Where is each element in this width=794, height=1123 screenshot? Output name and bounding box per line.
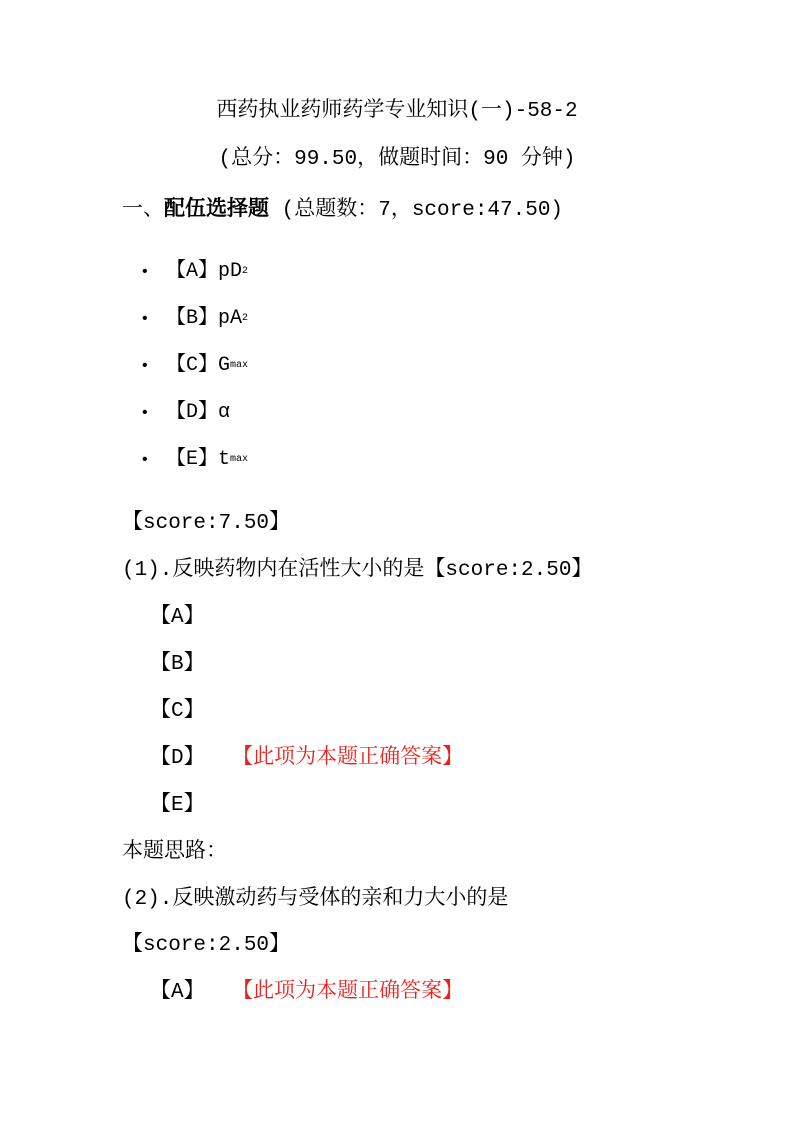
- bullet-icon: •: [140, 310, 150, 328]
- option-text: α: [218, 401, 231, 424]
- option-label: 【B】: [166, 307, 219, 330]
- explanation-label: 本题思路：: [122, 841, 227, 864]
- option-text: t: [218, 448, 231, 471]
- section-heading: [122, 192, 563, 227]
- option-subscript: 2: [242, 266, 249, 277]
- question-2-score: 【score:2.50】: [122, 934, 291, 957]
- option-subscript: max: [230, 360, 249, 371]
- q1-answer-a: 【A】: [150, 606, 205, 629]
- question-1-stem: (1).反映药物内在活性大小的是【score:2.50】: [122, 559, 593, 582]
- correct-answer-note: 【此项为本题正确答案】: [242, 747, 464, 770]
- section-prefix: 一、: [122, 199, 164, 222]
- group-score: 【score:7.50】: [122, 512, 291, 535]
- bullet-icon: •: [140, 357, 150, 375]
- q1-answer-c: 【C】: [150, 700, 205, 723]
- option-label: 【A】: [166, 260, 219, 283]
- option-text: G: [218, 354, 231, 377]
- bullet-icon: •: [140, 451, 150, 469]
- document-title: 西药执业药师药学专业知识(一)-58-2: [216, 100, 578, 123]
- section-meta: (总题数：7，score:47.50): [281, 199, 564, 222]
- option-text: pA: [218, 307, 243, 330]
- q2-answer-a-row: [150, 977, 463, 1009]
- document-subtitle: (总分：99.50，做题时间：90 分钟): [218, 148, 576, 171]
- q1-answer-b: 【B】: [150, 653, 205, 676]
- bullet-icon: •: [140, 263, 150, 281]
- option-list: [140, 256, 248, 491]
- bullet-icon: •: [140, 404, 150, 422]
- option-label: 【E】: [166, 448, 219, 471]
- option-item: [140, 256, 248, 303]
- q2-answer-a: 【A】: [150, 981, 205, 1004]
- q1-answer-d: 【D】: [150, 747, 205, 770]
- question-2-stem: (2).反映激动药与受体的亲和力大小的是: [122, 888, 509, 911]
- section-name: 配伍选择题: [164, 196, 269, 220]
- q1-answer-e: 【E】: [150, 794, 205, 817]
- option-subscript: 2: [242, 313, 249, 324]
- option-subscript: max: [230, 454, 249, 465]
- option-label: 【D】: [166, 401, 219, 424]
- option-text: pD: [218, 260, 243, 283]
- option-item: [140, 303, 248, 350]
- correct-answer-note: 【此项为本题正确答案】: [242, 981, 464, 1004]
- option-item: [140, 397, 248, 444]
- option-item: [140, 444, 248, 491]
- option-label: 【C】: [166, 354, 219, 377]
- option-item: [140, 350, 248, 397]
- q1-answer-d-row: [150, 743, 463, 775]
